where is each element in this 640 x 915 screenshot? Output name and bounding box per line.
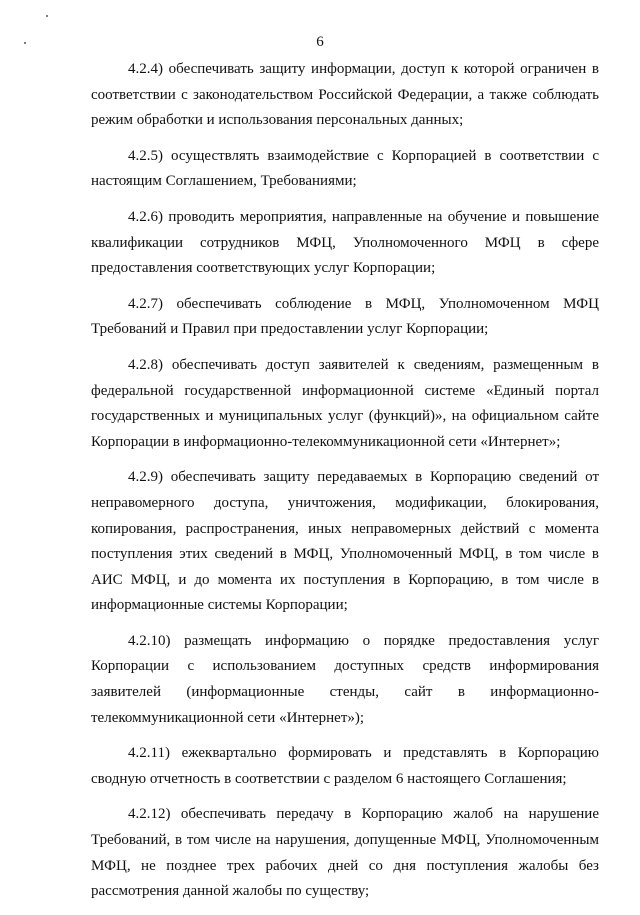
- clause-4-2-8: 4.2.8) обеспечивать доступ заявителей к сведениям, размещенным в федеральной государственной информационной системе «Единый портал государственных и муниципальных услуг (функций)», на официальном сайте Корпорации в информационно-телекоммуникационной сети «Интернет»;: [91, 356, 599, 450]
- clause-4-2-6: 4.2.6) проводить мероприятия, направленные на обучение и повышение квалификации сотрудников МФЦ, Уполномоченного МФЦ в сфере предоставления соответствующих услуг Корпорации;: [91, 208, 599, 277]
- clause-4-2-12: 4.2.12) обеспечивать передачу в Корпорацию жалоб на нарушение Требований, в том числе на нарушения, допущенные МФЦ, Уполномоченным МФЦ, не позднее трех рабочих дней со дня поступления жалобы без рассмотрения данной жалобы по существу;: [91, 806, 599, 900]
- scan-speck: [46, 15, 48, 17]
- clause-4-2-4: 4.2.4) обеспечивать защиту информации, доступ к которой ограничен в соответствии с законодательством Российской Федерации, а также соблюдать режим обработки и использования персональных данных;: [91, 61, 599, 129]
- document-body: [91, 57, 599, 915]
- clause-4-2-7: 4.2.7) обеспечивать соблюдение в МФЦ, Уполномоченном МФЦ Требований и Правил при предоставлении услуг Корпорации;: [91, 295, 599, 338]
- clause-4-2-11: 4.2.11) ежеквартально формировать и представлять в Корпорацию сводную отчетность в соответствии с разделом 6 настоящего Соглашения;: [91, 745, 599, 787]
- clause-4-2-5: 4.2.5) осуществлять взаимодействие с Корпорацией в соответствии с настоящим Соглашением, Требованиями;: [91, 147, 599, 190]
- clause-4-2-9: 4.2.9) обеспечивать защиту передаваемых в Корпорацию сведений от неправомерного доступа, уничтожения, модификации, блокирования, копирования, распространения, иных неправомерных действий с момента поступления этих сведений в МФЦ, Уполномоченный МФЦ, в том числе в АИС МФЦ, и до момента их поступления в Корпорацию, в том числе в информационные системы Корпорации;: [91, 469, 599, 614]
- page-number: 6: [316, 34, 324, 50]
- clause-4-2-10: 4.2.10) размещать информацию о порядке предоставления услуг Корпорации с использованием доступных средств информирования заявителей (информационные стенды, сайт в информационно-телекоммуникационной сети «Интернет»);: [91, 632, 599, 726]
